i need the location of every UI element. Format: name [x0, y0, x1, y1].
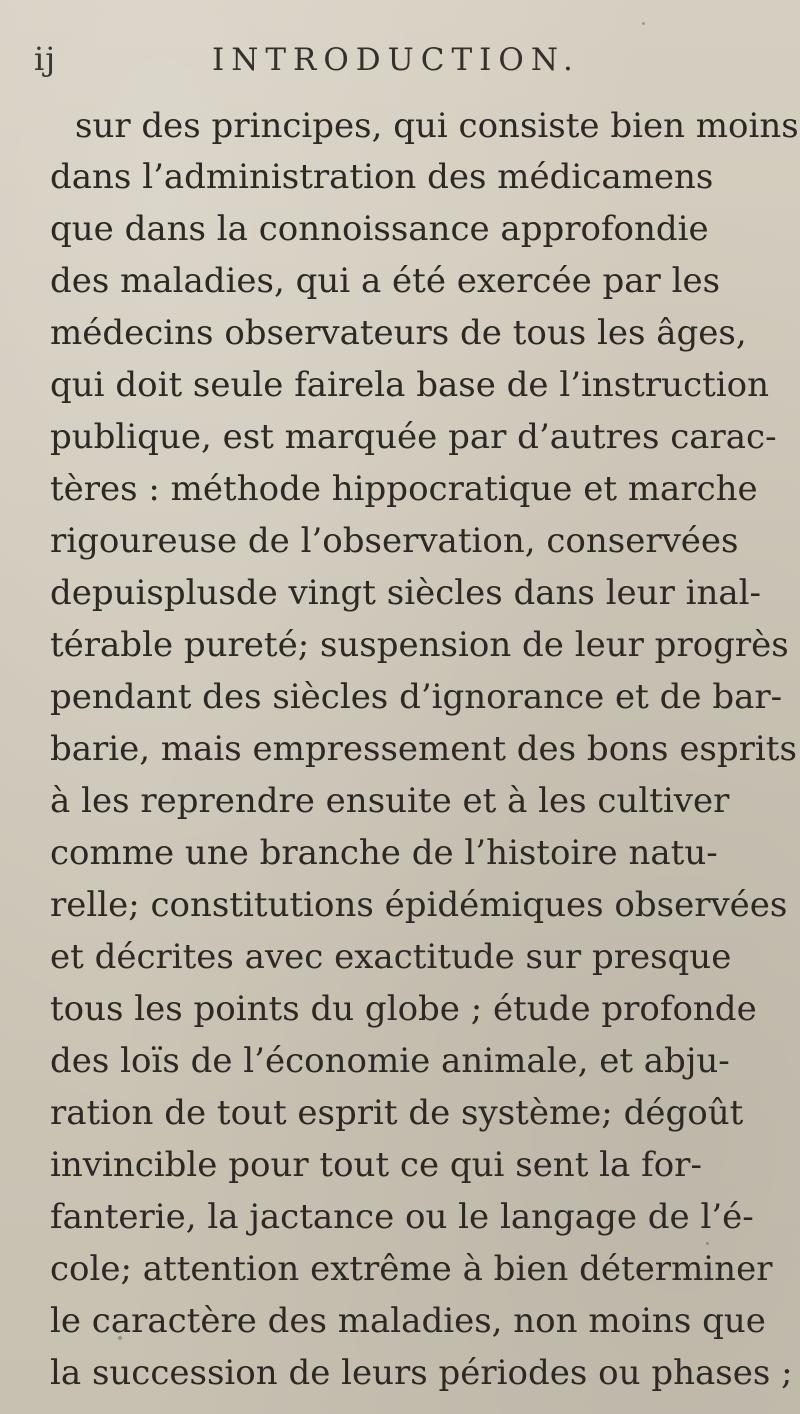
text-line: des loïs de l’économie animale, et abju-	[50, 1041, 730, 1081]
text-line: cole; attention extrême à bien déterminer	[50, 1249, 773, 1289]
text-line: qui doit seule fairela base de l’instruction	[50, 365, 770, 405]
text-line: publique, est marquée par d’autres carac-	[50, 417, 777, 457]
text-line: sur des principes, qui consiste bien moins	[75, 106, 799, 146]
text-line: rigoureuse de l’observation, conservées	[50, 521, 739, 561]
paper-speck	[118, 1336, 122, 1340]
text-line: la succession de leurs périodes ou phases ;	[50, 1353, 793, 1393]
text-line: médecins observateurs de tous les âges,	[50, 313, 747, 353]
text-line: pendant des siècles d’ignorance et de bar-	[50, 677, 783, 717]
text-line: à les reprendre ensuite et à les cultiver	[50, 781, 730, 821]
paper-speck	[706, 1242, 709, 1245]
text-line: comme une branche de l’histoire natu-	[50, 833, 718, 873]
text-line: que dans la connoissance approfondie	[50, 209, 709, 249]
text-line: invincible pour tout ce qui sent la for-	[50, 1145, 702, 1185]
text-line: et décrites avec exactitude sur presque	[50, 937, 732, 977]
text-line: fanterie, la jactance ou le langage de l’é-	[50, 1197, 754, 1237]
text-line: ration de tout esprit de système; dégoût	[50, 1093, 744, 1133]
page-header	[0, 0, 800, 92]
text-line: tères : méthode hippocratique et marche	[50, 469, 758, 509]
running-head: INTRODUCTION.	[212, 42, 580, 78]
text-line: dans l’administration des médicamens	[50, 157, 714, 197]
text-line: des maladies, qui a été exercée par les	[50, 261, 721, 301]
text-line: barie, mais empressement des bons esprits	[50, 729, 797, 769]
paper-speck	[642, 22, 645, 25]
text-line: térable pureté; suspension de leur progrès	[50, 625, 789, 665]
text-line: tous les points du globe ; étude profonde	[50, 989, 757, 1029]
text-line: le caractère des maladies, non moins que	[50, 1301, 766, 1341]
text-line: depuisplusde vingt siècles dans leur inal-	[50, 573, 762, 613]
text-line: relle; constitutions épidémiques observées	[50, 885, 788, 925]
page-number: ij	[34, 40, 57, 78]
